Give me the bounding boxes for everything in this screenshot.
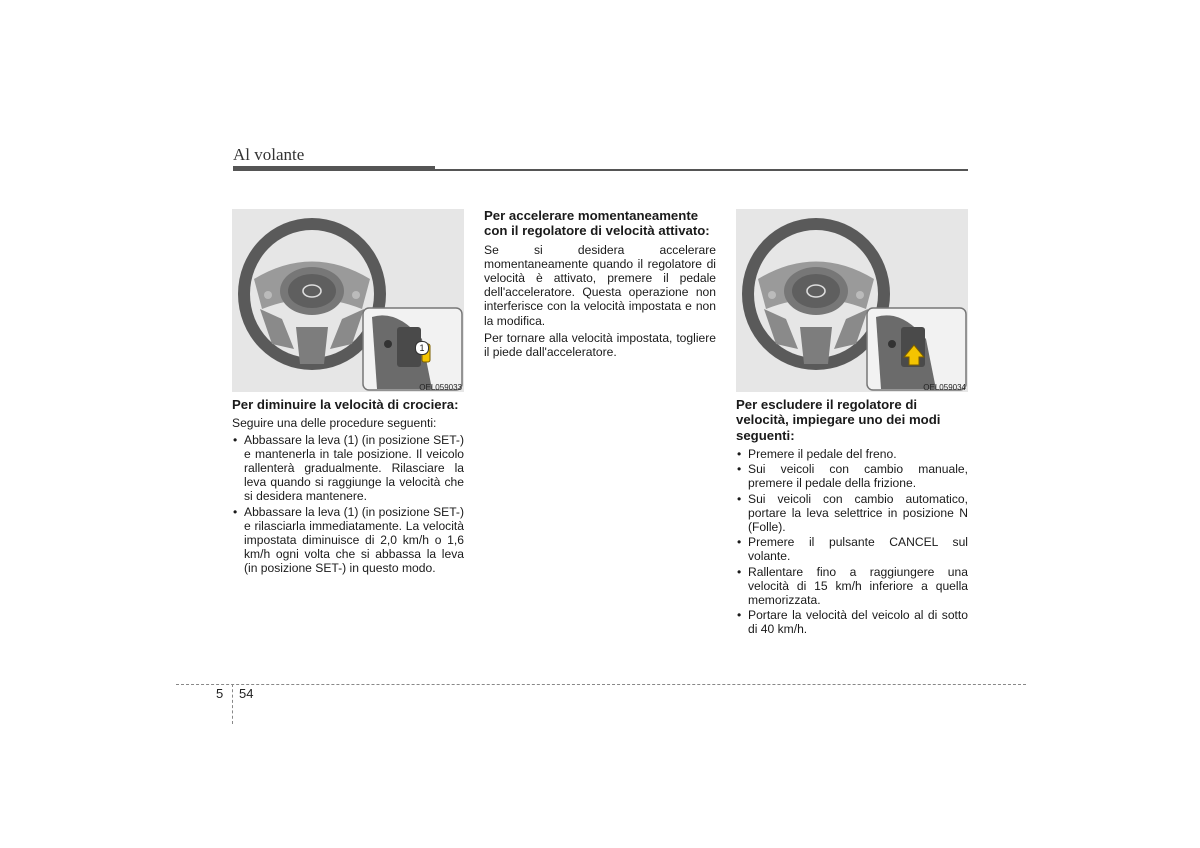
list-item: • Premere il pulsante CANCEL sul volante. — [736, 535, 968, 563]
figure-code: OEL059033 — [419, 383, 462, 392]
footer-divider — [232, 684, 233, 724]
callout-number: 1 — [415, 341, 429, 355]
intro-text: Seguire una delle procedure seguenti: — [232, 416, 437, 431]
steering-wheel-illustration — [232, 209, 464, 392]
page-number: 54 — [239, 686, 254, 701]
steering-wheel-figure-right — [736, 209, 968, 392]
section-heading: Per diminuire la velocità di crociera: — [232, 397, 459, 412]
header-rule-thin — [435, 169, 968, 171]
list-item: • Sui veicoli con cambio automatico, portare la leva selettrice in posizione N (Folle). — [736, 492, 968, 535]
body-paragraph: Per tornare alla velocità impostata, togliere il piede dall'acceleratore. — [484, 330, 716, 360]
figure-code: OEL059034 — [923, 383, 966, 392]
section-heading: Per accelerare momentaneamente con il regolatore di velocità attivato: — [484, 208, 710, 239]
right-column — [736, 397, 968, 638]
section-number: 5 — [216, 686, 224, 701]
list-item: • Abbassare la leva (1) (in posizione SET-) e rilasciarla immediatamente. La velocità impostata diminuisce di 2,0 km/h o 1,6 km/h ogni volta che si abbassa la leva (in posizione SET-) in questo modo. — [232, 505, 464, 576]
list-item: • Rallentare fino a raggiungere una velocità di 15 km/h inferiore a quella memorizzata. — [736, 565, 968, 608]
list-item: • Abbassare la leva (1) (in posizione SET-) e mantenerla in tale posizione. Il veicolo rallenterà gradualmente. Rilasciare la leva quando si raggiunge la velocità che si desidera mantenere. — [232, 433, 464, 504]
footer-dashed-line — [176, 684, 1026, 685]
list-item: • Portare la velocità del veicolo al di sotto di 40 km/h. — [736, 608, 968, 636]
left-column — [232, 397, 464, 577]
procedure-list — [232, 433, 464, 576]
page-header-title: Al volante — [233, 145, 305, 164]
steering-wheel-figure-left — [232, 209, 464, 392]
body-paragraph: Se si desidera accelerare momentaneamente quando il regolatore di velocità è attivato, premere il pedale dell'acceleratore. Questa operazione non interferisce con la velocità impostata e non la modifica. — [484, 242, 716, 328]
header-rule-thick — [233, 166, 435, 171]
middle-column — [484, 208, 716, 359]
list-item: • Premere il pedale del freno. — [736, 447, 968, 461]
list-item: • Sui veicoli con cambio manuale, premere il pedale della frizione. — [736, 462, 968, 490]
section-heading: Per escludere il regolatore di velocità, impiegare uno dei modi seguenti: — [736, 397, 941, 443]
method-list — [736, 447, 968, 637]
steering-wheel-illustration — [736, 209, 968, 392]
